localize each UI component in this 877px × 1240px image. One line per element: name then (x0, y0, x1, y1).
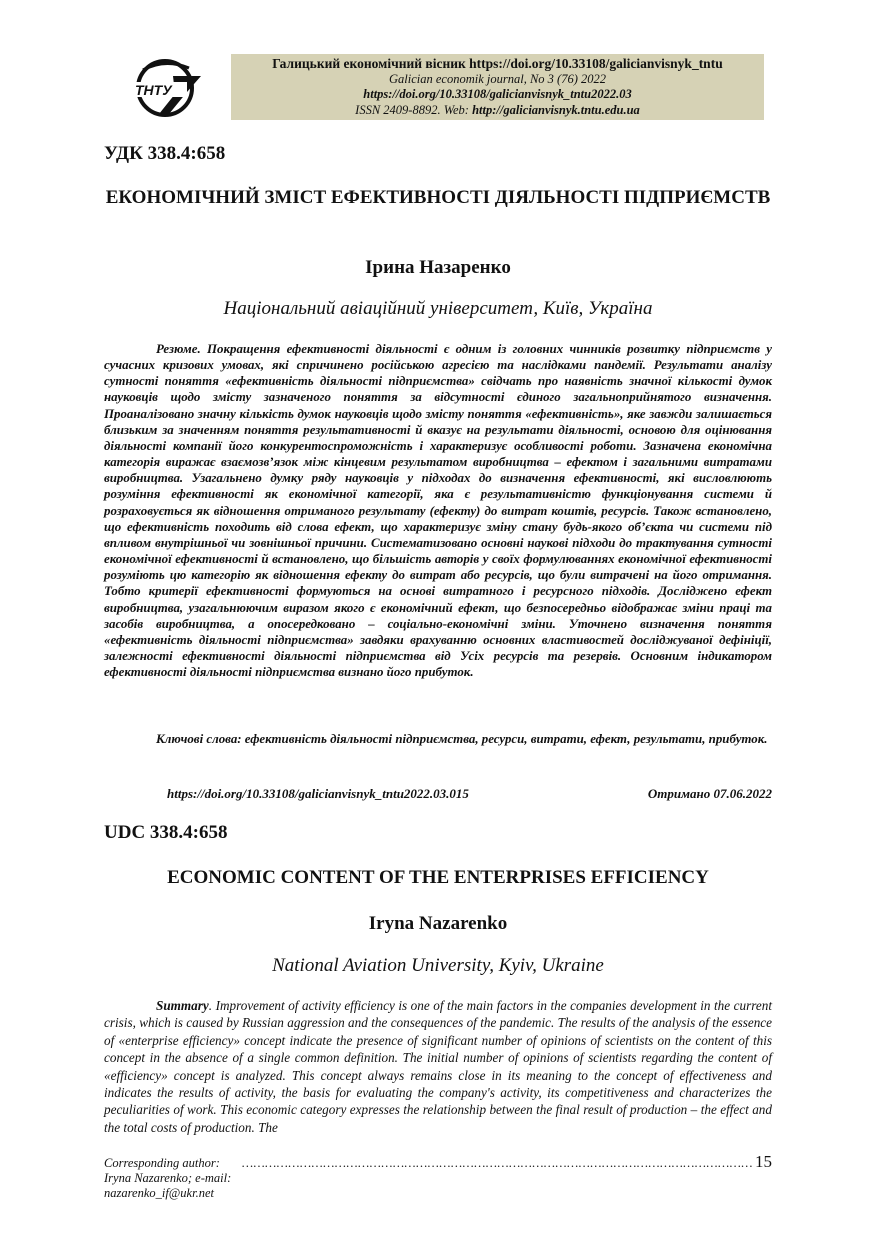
tntu-logo (129, 56, 205, 118)
keywords-label: Ключові слова: (156, 732, 242, 746)
title-ua: ЕКОНОМІЧНИЙ ЗМІСТ ЕФЕКТИВНОСТІ ДІЯЛЬНОСТІ ПІДПРИЄМСТВ (105, 187, 771, 208)
summary-text: . Improvement of activity efficiency is one of the main factors in the companies development in the current crisis, which is caused by Russian aggression and the consequences of the pandemic. The results of the analysis of the essence of «enterprise efficiency» concept indicate the presence of significant number of opinions of scientists on the content of this concept in the absence of a single common definition. The initial number of opinions of scientists regarding the content of «efficiency» concept is analyzed. This concept always remains close in its meaning to the concept of effectiveness and indicates the results of activity, the basis for evaluating the company's activity, its competitiveness and characterizes the peculiarities of work. This economic category expresses the relationship between the final result of production – the effect and the total costs of production. The (104, 998, 772, 1135)
journal-name: Галицький економічний вісник https://doi.org/10.33108/galicianvisnyk_tntu (272, 56, 723, 71)
keywords-text: ефективність діяльності підприємства, ресурси, витрати, ефект, результати, прибуток. (241, 732, 768, 746)
article-doi[interactable]: https://doi.org/10.33108/galicianvisnyk_tntu2022.03.015 (167, 786, 469, 801)
leader-dots: …………………………………………………………………………………………………………………… (241, 1156, 753, 1170)
keywords-ua (104, 731, 772, 747)
page-number: 15 (755, 1152, 772, 1171)
received-date: Отримано 07.06.2022 (647, 786, 772, 801)
author-ua: Ірина Назаренко (365, 257, 511, 278)
logo-text: ТНТУ (135, 82, 172, 98)
author-en: Iryna Nazarenko (368, 913, 508, 934)
affiliation-ua: Національний авіаційний університет, Київ, Україна (223, 298, 653, 319)
journal-header (231, 54, 764, 120)
abstract-ua (104, 341, 772, 680)
journal-doi: https://doi.org/10.33108/galicianvisnyk_tntu2022.03 (363, 87, 632, 101)
journal-issue: Galician economik journal, No 3 (76) 2022 (389, 71, 606, 86)
udc-ua: УДК 338.4:658 (104, 143, 226, 164)
page-footer (104, 1152, 772, 1201)
corresponding-author: Corresponding author: Iryna Nazarenko; e-mail: nazarenko_if@ukr.net (104, 1156, 232, 1200)
affiliation-en: National Aviation University, Kyiv, Ukraine (272, 955, 604, 976)
summary-label: Summary (156, 998, 209, 1013)
abstract-label: Резюме. (156, 342, 201, 356)
journal-issn: ISSN 2409-8892. Web: http://galicianvisnyk.tntu.edu.ua (355, 102, 640, 117)
summary-en (104, 997, 772, 1136)
abstract-text: Покращення ефективності діяльності є одним із головних чинників розвитку підприємств у сучасних кризових умовах, які спричинено російською агресією та наслідками пандемії. Результати аналізу сутності поняття «ефективність діяльності підприємства» свідчать про наявність значної кількості думок науковців щодо змісту зазначеного поняття за відсутності єдиного загальноприйнятого визначення. Проаналізовано значну кількість думок науковців щодо змісту поняття «ефективність», яке завжди залишається близьким за значенням поняття результативності й вказує на результати діяльності, основою для оцінювання діяльності компанії його конкурентоспроможність і характеризує особливості роботи. Зазначена економічна категорія виражає взаємозв’язок між кінцевим результатом виробництва – ефектом і загальними витратами виробництва. Узагальнено думку ряду науковців у підходах до визначення ефективності, які висловлюють розуміння ефективності як економічної категорії, яка є результативністю функціонування системи й розраховується як відношення отриманого результату (ефекту) до витрат коштів, ресурсів. Також встановлено, що ефективність походить від слова ефект, що характеризує зміну стану будь-якого об’єкта чи системи під впливом внутрішньої чи зовнішньої причини. Систематизовано основні наукові підходи до трактування сутності економічної ефективності й встановлено, що більшість авторів у своїх формулюваннях економічної ефективності розуміють цю категорію як відношення ефекту до витрат або ресурсів, що були витрачені на його отримання. Тобто критерії ефективності формуються на основі витратного і ресурсного підходів. Досліджено ефект виробництва, узагальнюючим виразом якого є економічний ефект, що безпосередньо відображає зміни праці та засобів виробництва, а опосередковано – соціально-економічні зміни. Уточнено визначення поняття «ефективність діяльності підприємства» завдяки врахуванню основних властивостей досліджуваної дефініції, залежності ефективності діяльності підприємства від Усіх ресурсів та резервів. Основним індикатором ефективності діяльності підприємства визнано його прибуток. (104, 342, 772, 680)
title-en: ECONOMIC CONTENT OF THE ENTERPRISES EFFICIENCY (167, 867, 709, 888)
udc-en: UDC 338.4:658 (104, 822, 228, 843)
journal-web-link[interactable]: http://galicianvisnyk.tntu.edu.ua (472, 102, 640, 117)
